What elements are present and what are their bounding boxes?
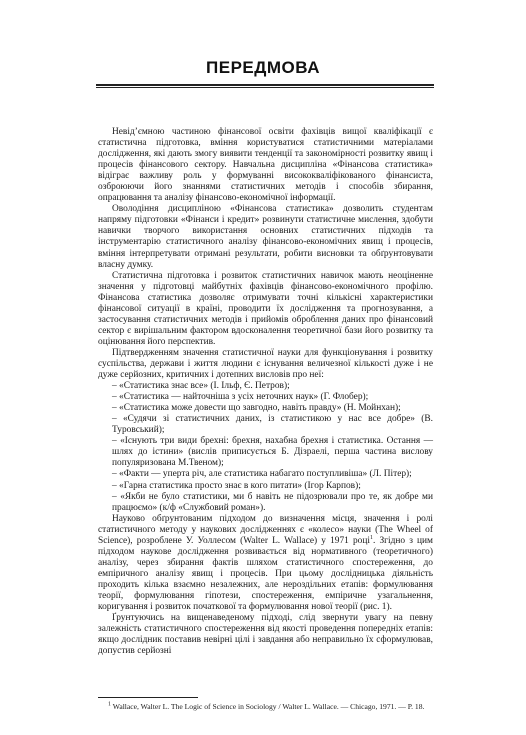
footnote-reference[interactable]: 1 xyxy=(369,534,373,541)
paragraph-text: . Згідно з цим підходом наукове дослідження розвивається від нормативного (теоретичного) аналізу, через збирання фактів шляхом статистичного спостереження, до емпіричного аналізу явищ і процесів. При цьому дослідницька діяльність проходить кілька взаємно незалежних, але нероздільних етапів: формулювання теорії, формулювання гіпотези, спостереження, емпіричне узагальнення, коригування і розвиток початкової та формулювання нової теорії (рис. 1). xyxy=(98,535,433,613)
paragraph: Невід’ємною частиною фінансової освіти фахівців вищої кваліфікації є статистична підготовка, вміння користуватися статистичними матеріалами дослідження, які дають змогу виявити тенденції та закономірності розвитку явищ і процесів фінансового сектору. Навчальна дисципліна «Фінансова статистика» відіграє важливу роль у формуванні висококваліфікованого фінансиста, озброюючи його знаннями статистичних методів і способів збирання, опрацювання та аналізу фінансово-економічної інформації. xyxy=(98,127,433,204)
title-rule-thick xyxy=(96,84,434,86)
paragraph xyxy=(98,514,433,613)
footnote-divider xyxy=(98,697,198,698)
page-title: ПЕРЕДМОВА xyxy=(206,58,320,77)
quote-item: – «Якби не було статистики, ми б навіть не підозрювали про те, як добре ми працюємо» (к/ф «Службовий роман»). xyxy=(112,491,433,513)
title-rule-thin xyxy=(96,87,434,88)
quote-item: – «Судячи зі статистичних даних, із статистикою у нас все добре» (В. Туровський); xyxy=(112,414,433,436)
quote-item: – «Статистика може довести що завгодно, навіть правду» (Н. Мойнхан); xyxy=(112,403,401,414)
quote-item: – «Існують три види брехні: брехня, нахабна брехня і статистика. Остання — шлях до істини» (вислів приписується Б. Дізраелі, перша частина вислову популяризована М.Твеном); xyxy=(112,436,433,469)
paragraph: Ґрунтуючись на вищенаведеному підході, слід звернути увагу на певну залежність статистичного спостереження від якості проведення попередніх етапів: якщо дослідник поставив невірні цілі і завдання або неправильно їх сформулював, допустив серйозні xyxy=(98,613,433,657)
quote-item: – «Гарна статистика просто знає в кого питати» (Ігор Карпов); xyxy=(112,480,361,491)
paragraph: Статистична підготовка і розвиток статистичних навичок мають неоціненне значення у підготовці майбутніх фахівців фінансово-економічного профілю. Фінансова статистика дозволяє отримувати точні кількісні характеристики фінансової ситуації в країні, проводити їх дослідження та прогнозування, а застосування статистичних методів і прийомів оброблення даних про фінансовий сектор є вирішальним фактором вдосконалення теоретичної бази його розвитку та оцінювання його перспектив. xyxy=(98,270,433,347)
body-text xyxy=(98,127,433,657)
quote-item: – «Факти — уперта річ, але статистика набагато поступливіша» (Л. Пітер); xyxy=(112,469,412,480)
paragraph-text: Науково обґрунтованим підходом до визначення місця, значення і ролі статистичного методу у наукових дослідженнях є «колесо» науки (The Wheel of Science), розроблене У. Уоллесом (Walter L. Wallace) у 1971 році xyxy=(98,513,433,546)
footnote-mark: 1 xyxy=(108,701,111,708)
paragraph: Оволодіння дисципліною «Фінансова статистика» дозволить студентам напряму підготовки «Фінанси і кредит» розвинути статистичне мислення, здобути навички творчого використання основних статистичних підходів та інструментарію статистичного аналізу фінансово-економічних явищ і процесів, вміння інтерпретувати отримані результати, робити висновки та обґрунтовувати власну думку. xyxy=(98,204,433,270)
paragraph: Підтвердженням значення статистичної науки для функціонування і розвитку суспільства, держави і життя людини є існування величезної кількості дуже і не дуже серйозних, критичних і дотепних висловів про неї: xyxy=(98,347,433,381)
footnote xyxy=(108,702,434,711)
quote-item: – «Статистика знає все» (І. Ільф, Є. Петров); xyxy=(112,381,290,392)
quote-item: – «Статистика — найточніша з усіх неточних наук» (Г. Флобер); xyxy=(112,392,369,403)
footnote-text: Wallace, Walter L. The Logic of Science in Sociology / Walter L. Wallace. — Chicago, 1971. — P. 18. xyxy=(111,702,425,711)
